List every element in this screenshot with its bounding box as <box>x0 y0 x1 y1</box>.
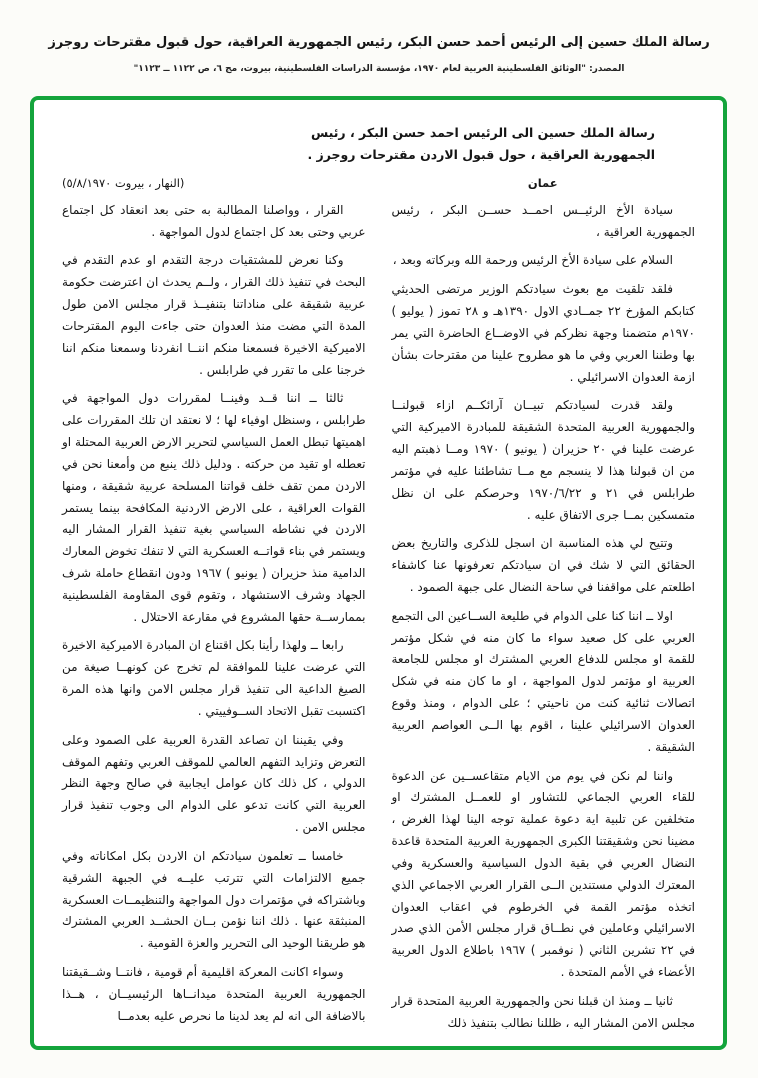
column-right <box>392 200 696 1042</box>
document-title-line-2: الجمهورية العراقية ، حول قبول الاردن مقترحات روجرز . <box>307 146 655 162</box>
document-frame <box>30 96 727 1050</box>
paragraph: رابعا ــ ولهذا رأينا بكل اقتناع ان المبادرة الاميركية الاخيرة التي عرضت علينا للموافقة لم تخرج عن كونهــا صيغة من الصيغ الداعية الى تنفيذ قرار مجلس الامن وانها هذه المرة اكتسبت تقبل الاتحاد الســوفييتي . <box>62 638 366 718</box>
document-body <box>62 200 695 1042</box>
paragraph: واننا لم نكن في يوم من الايام متقاعســين عن الدعوة للقاء العربي الجماعي للتشاور او للعمــل المشترك او متخلفين عن تلبية اية دعوة عملية توجه الينا لهذا الغرض ، مضينا نحن وشقيقتنا الكبرى الجمهورية العربية المتحدة قاعدة النضال العربي في بقية الدول السياسية والعسكرية وفي المعترك الدولي مستندين الــى القرار العربي الاجماعي الذي اتخذه مؤتمر القمة في الخرطوم في اعقاب العدوان الاسرائيلي وعاملين في نطــاق قرار مجلس الأمن الذي صدر في ٢٢ تشرين الثاني ( نوفمبر ) ١٩٦٧ باطلاع الدول العربية الأعضاء في الأمم المتحدة . <box>391 768 695 980</box>
paragraph: وكنا نعرض للمشتقيات درجة التقدم او عدم التقدم في البحث في تنفيذ ذلك القرار ، ولــم يحدث ان اعترضت حكومة عربية شقيقة على مناداتنا بتنفيــذ قرار مجلس الامن طول المدة التي مضت منذ العدوان حتى جاءت اليوم المقترحات الاميركية الاخيرة فسمعنا منكم اننــا انفردنا وسمعنا منكم اننا خرجنا على ما تقرر في طرابلس . <box>62 253 366 377</box>
document-title-line-1: رسالة الملك حسين الى الرئيس احمد حسن البكر ، رئيس <box>310 125 655 140</box>
paragraph: وتتيح لي هذه المناسبة ان اسجل للذكرى والتاريخ بعض الحقائق التي لا شك في ان سيادتكم تعرفونها عنا كاشفاء اطلعتم على مواقفنا في ساحة النضال على جبهة الصمود . <box>391 536 695 594</box>
dateline-row <box>62 176 695 190</box>
paragraph: ولقد قدرت لسيادتكم تبيــان آرائكــم ازاء قبولنــا والجمهورية العربية المتحدة الشقيقة للمبادرة الاميركية التي عرضت علينا في ٢٠ حزيران ( يونيو ) ١٩٧٠ ومــا ذهبتم اليه من ان قبولنا هذا لا ينسجم مع مــا تشاطئنا عليه في مؤتمر طرابلس في ٢١ و ١٩٧٠/٦/٢٢ وحرصكم على ان نظل متمسكين بمــا جرى الاتفاق عليه . <box>391 398 695 522</box>
paragraph: ثالثا ــ اننا قــد وفينــا لمقررات دول المواجهة في طرابلس ، وسنظل اوفياء لها ؛ لا نعتقد ان تلك المقررات على اهميتها تبطل العمل السياسي لتحرير الارض العربية المحتلة او تعطله او تقيد من حركته . ودليل ذلك ينبع من وأمعنا نحن في الاردن ممن تقف خلف قواتنا المسلحة عربية شقيقة ، ومنها القوات العراقية ، على الارض الاردنية المكافحة بينما يستمر الاردن في نشاطه السياسي بغية تنفيذ القرار المشار اليه ويستمر في بناء قواتــه العسكرية التي لا تنفك تخوض المعارك الدامية منذ حزيران ( يونيو ) ١٩٦٧ ودون انقطاع حاملة شرف الجهاد وشرف الاستشهاد ، وتقوم قوى المقاومة الفلسطينية بممارســة حقها المشروع في مقارعة الاحتلال . <box>62 391 366 624</box>
header-source: المصدر: "الوثائق الفلسطينية العربية لعام ١٩٧٠، مؤسسة الدراسات الفلسطينية، بيروت، مج ٦، ص ١١٢٢ ــ ١١٢٣" <box>133 64 625 75</box>
document-title <box>199 122 655 166</box>
paragraph: اولا ــ اننا كنا على الدوام في طليعة الســاعين الى التجمع العربي على كل صعيد سواء ما كان منه في شكل مؤتمر للقمة او مجلس للدفاع العربي المشترك او مجلس للجامعة العربية او مؤتمر لدول المواجهة ، او ما كان منه في شكل اتصالات ثنائية كنت من ناحيتي ؛ على الدوام ، ومنذ وقوع العدوان الاسرائيلي علينا ، اقوم بها الــى العواصم العربية الشقيقة . <box>391 608 695 754</box>
paragraph: فلقد تلقيت مع بعوث سيادتكم الوزير مرتضى الحديثي كتابكم المؤرخ ٢٢ جمــادي الاول ١٣٩٠هـ و ٢٨ تموز ( يوليو ) ١٩٧٠م متضمنا وجهة نظركم في الاوضــاع الحاضرة التي يمر بها وطننا العربي وفي ما هو مطروح علينا من مقترحات بشأن ازمة العدوان الاسرائيلي . <box>391 282 695 384</box>
paragraph: القرار ، وواصلنا المطالبة به حتى بعد انعقاد كل اجتماع عربي وحتى بعد كل اجتماع لدول المواجهة . <box>62 202 366 239</box>
header-title: رسالة الملك حسين إلى الرئيس أحمد حسن البكر، رئيس الجمهورية العراقية، حول قبول مقترحات روجرز <box>48 35 710 50</box>
paragraph: ثانيا ــ ومنذ ان قبلنا نحن والجمهورية العربية المتحدة قرار مجلس الامن المشار اليه ، ظللنا نطالب بتنفيذ ذلك <box>391 993 695 1030</box>
page-header <box>0 0 758 74</box>
column-left <box>62 200 366 1035</box>
paragraph: السلام على سيادة الأخ الرئيس ورحمة الله وبركاته وبعد ، <box>392 253 673 268</box>
dateline-city: عمان <box>527 175 558 190</box>
paragraph: سيادة الأخ الرئيــس احمــد حســن البكر ، رئيس الجمهورية العراقية ، <box>391 202 695 239</box>
paragraph: خامسا ــ تعلمون سيادتكم ان الاردن بكل امكاناته وفي جميع الالتزامات التي تترتب عليــه في الجبهة الشرقية وباشتراكه في مؤتمرات دول المواجهة والتنظيمــات العسكرية المنبثقة عنها . ذلك اننا نؤمن بــان الحشــد العربي المشترك هو طريقنا الوحيد الى التحرير والعزة القومية . <box>62 848 366 951</box>
paragraph: وسواء اكانت المعركة اقليمية أم قومية ، فانتــا وشــقيقتنا الجمهورية العربية المتحدة ميدانــاها الرئيسيــان ، هــذا بالاضافة الى انه لم يعد لدينا ما نحرص عليه بعدمــا <box>62 965 366 1023</box>
dateline-publication: (النهار ، بيروت ٥/٨/١٩٧٠) <box>62 175 185 190</box>
paragraph: وفي يقيننا ان تصاعد القدرة العربية على الصمود وعلى التعرض وتزايد التفهم العالمي للموقف العربي وتفهم الموقف الدولي ، كل ذلك كان عوامل ايجابية في صالح وجهة النظر العربية التي كانت تدعو على الدوام الى وجوب تنفيذ قرار مجلس الامن . <box>62 732 366 835</box>
